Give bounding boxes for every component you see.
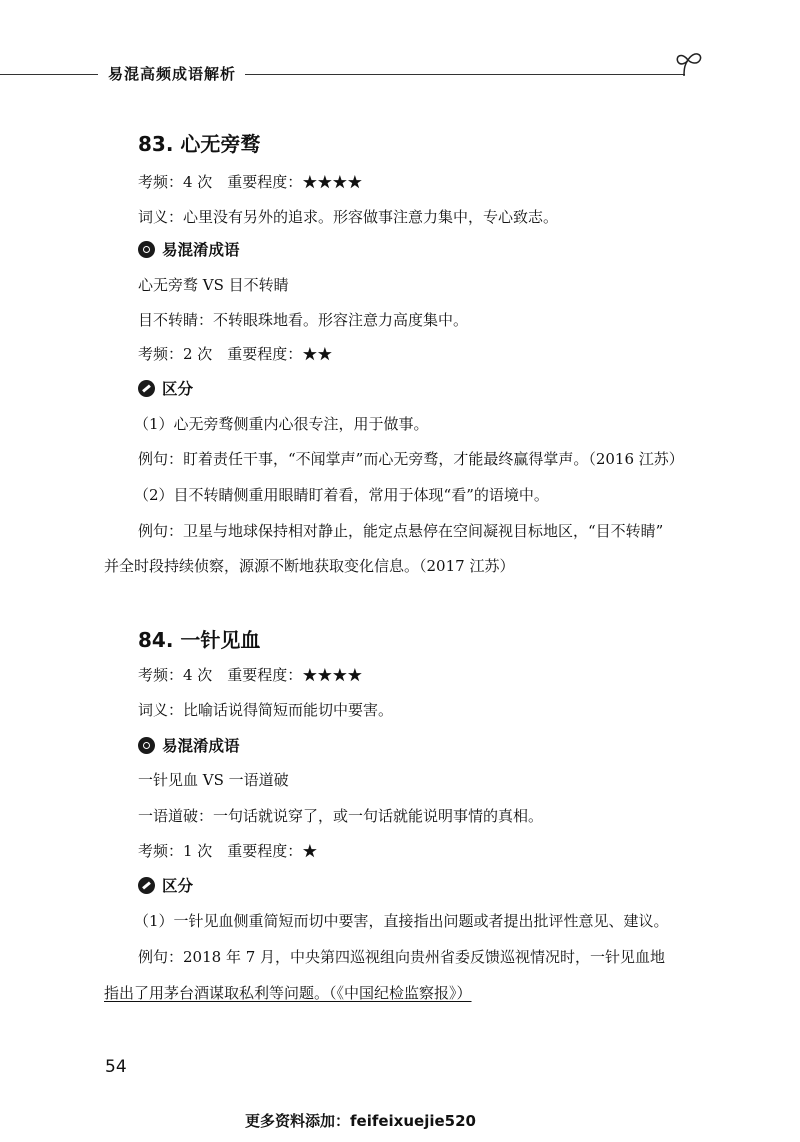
- header-rule-left: [0, 74, 98, 75]
- difference-icon: [138, 380, 155, 397]
- difference-heading: [138, 874, 193, 896]
- meaning-line: 词义：比喻话说得简短而能切中要害。: [138, 701, 394, 719]
- compare-line: 一针见血 VS 一语道破: [138, 771, 289, 789]
- difference-heading-text: 区分: [162, 877, 194, 895]
- alt-meaning-line: 一语道破：一句话就说穿了，或一句话就能说明事情的真相。: [138, 807, 544, 825]
- meaning-line: 词义：心里没有另外的追求。形容做事注意力集中，专心致志。: [138, 208, 559, 226]
- confusable-icon: [138, 241, 155, 258]
- example-sentence-1b: 指出了用茅台酒谋取私利等问题。（《中国纪检监察报》）: [104, 984, 472, 1002]
- example-sentence-1: 例句：盯着责任干事，“不闻掌声”而心无旁骛，才能最终赢得掌声。（2016 江苏）: [138, 450, 684, 468]
- confusable-icon: [138, 737, 155, 754]
- difference-point-2: （2）目不转睛侧重用眼睛盯着看，常用于体现“看”的语境中。: [134, 486, 549, 504]
- footer-contact-note: 更多资料添加：feifeixuejie520: [245, 1112, 476, 1130]
- difference-heading-text: 区分: [162, 380, 194, 398]
- example-sentence-2a: 例句：卫星与地球保持相对静止，能定点悬停在空间凝视目标地区，“目不转睛”: [138, 522, 664, 540]
- example-sentence-1a: 例句：2018 年 7 月，中央第四巡视组向贵州省委反馈巡视情况时，一针见血地: [138, 948, 666, 966]
- frequency-line: 考频：4 次 重要程度：★★★★: [138, 173, 363, 191]
- running-header-title: 易混高频成语解析: [108, 65, 237, 83]
- entry-title: 83. 心无旁骛: [138, 132, 261, 156]
- confusable-heading-text: 易混淆成语: [162, 241, 240, 259]
- page-number: 54: [105, 1057, 127, 1077]
- alt-frequency-line: 考频：1 次 重要程度：★: [138, 842, 318, 860]
- header-rule-right: [245, 74, 685, 75]
- alt-meaning-line: 目不转睛：不转眼珠地看。形容注意力高度集中。: [138, 311, 469, 329]
- difference-point-1: （1）一针见血侧重简短而切中要害，直接指出问题或者提出批评性意见、建议。: [134, 912, 669, 930]
- frequency-line: 考频：4 次 重要程度：★★★★: [138, 666, 363, 684]
- difference-heading: [138, 377, 193, 399]
- confusable-heading-text: 易混淆成语: [162, 737, 240, 755]
- difference-icon: [138, 877, 155, 894]
- confusable-heading: [138, 238, 240, 260]
- confusable-heading: [138, 734, 240, 756]
- entry-title: 84. 一针见血: [138, 628, 261, 652]
- example-sentence-2b: 并全时段持续侦察，源源不断地获取变化信息。（2017 江苏）: [104, 557, 515, 575]
- compare-line: 心无旁骛 VS 目不转睛: [138, 276, 289, 294]
- alt-frequency-line: 考频：2 次 重要程度：★★: [138, 345, 333, 363]
- sprout-icon: [672, 48, 706, 78]
- difference-point-1: （1）心无旁骛侧重内心很专注，用于做事。: [134, 415, 429, 433]
